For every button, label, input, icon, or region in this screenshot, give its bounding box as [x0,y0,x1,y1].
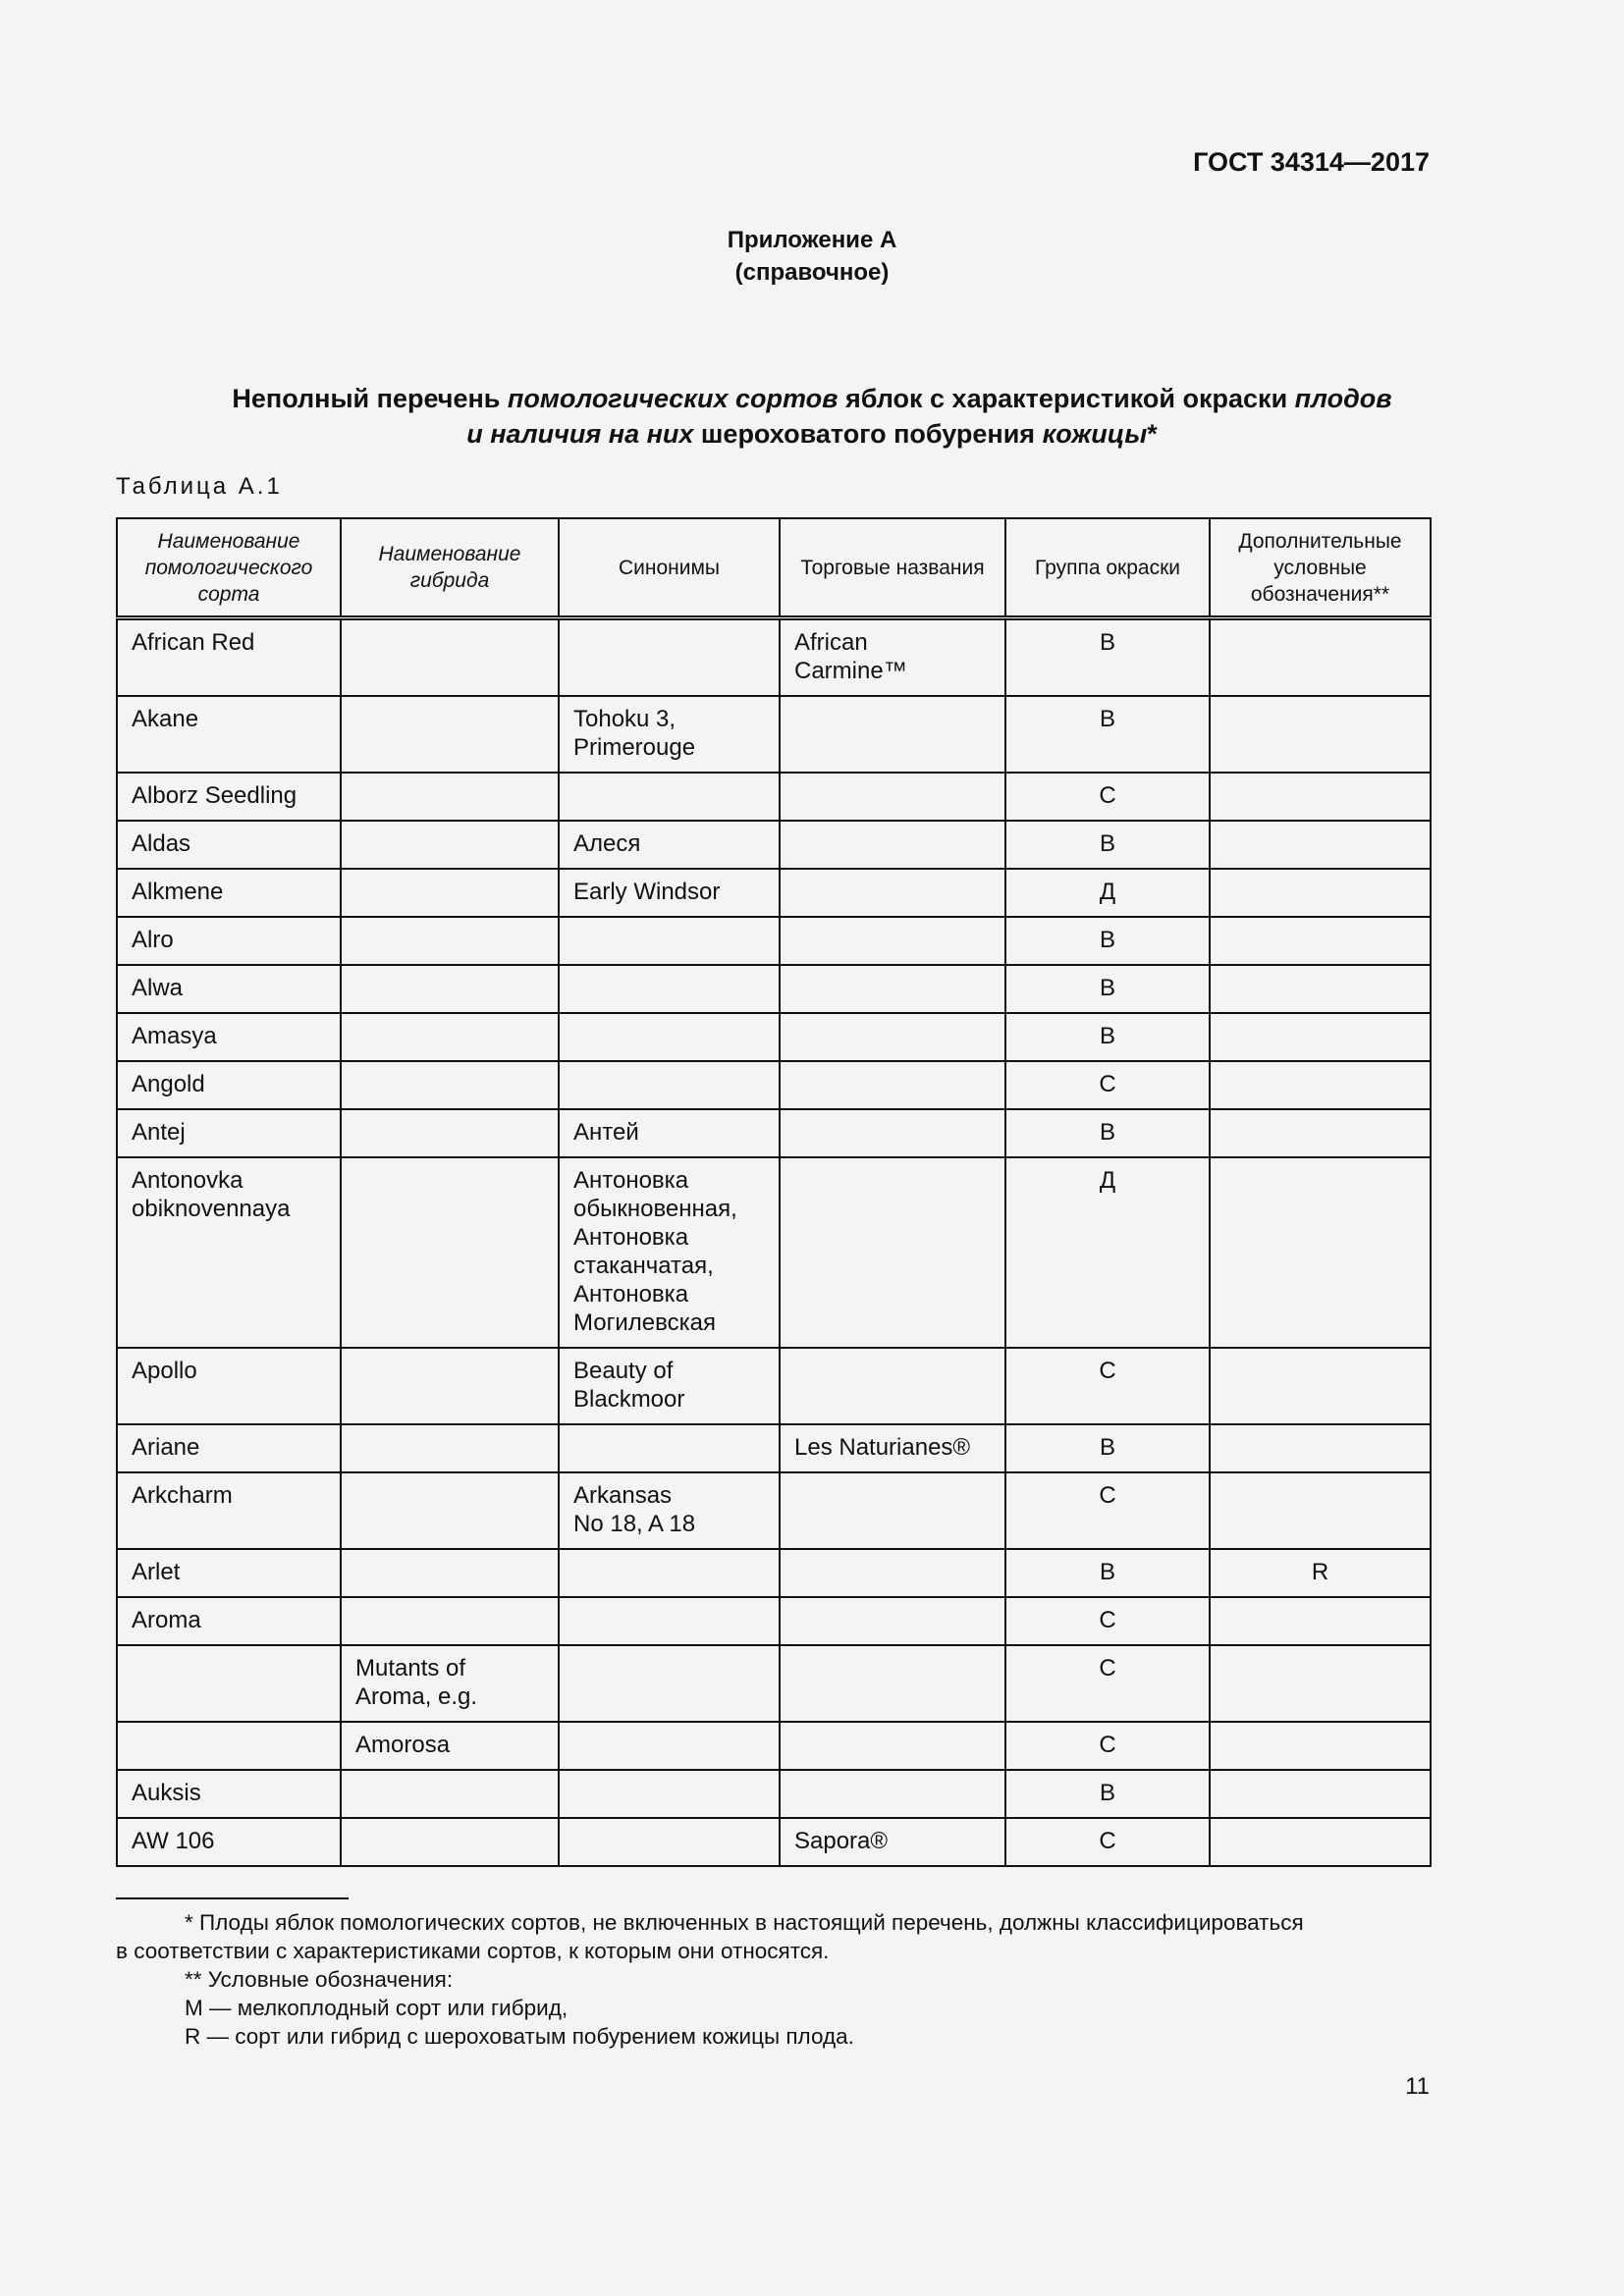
title-part: Неполный перечень [232,384,508,413]
cell-color-group: B [1005,821,1210,869]
cell-variety-name: Antonovka obiknovennaya [117,1157,341,1348]
cell-variety-name: Alwa [117,965,341,1013]
cell-trade-names [780,696,1005,773]
cell-additional-symbols [1210,965,1431,1013]
cell-color-group: C [1005,1061,1210,1109]
table-header-row [117,518,1431,618]
cell-trade-names [780,1157,1005,1348]
cell-hybrid-name [341,1818,559,1866]
cell-synonyms: Arkansas No 18, A 18 [559,1472,780,1549]
header-color-group: Группа окраски [1005,518,1210,618]
table-row [117,1348,1431,1424]
cell-color-group: C [1005,1818,1210,1866]
cell-additional-symbols [1210,1472,1431,1549]
table-row [117,773,1431,821]
cell-variety-name: Amasya [117,1013,341,1061]
footnote-1: * Плоды яблок помологических сортов, не включенных в настоящий перечень, должны классифицироваться [185,1910,1304,1935]
cell-variety-name: Arlet [117,1549,341,1597]
cell-hybrid-name [341,1597,559,1645]
cell-color-group: B [1005,1549,1210,1597]
cell-trade-names [780,1549,1005,1597]
cell-additional-symbols [1210,618,1431,697]
cell-trade-names [780,1597,1005,1645]
varieties-table [116,517,1432,1867]
cell-color-group: C [1005,1348,1210,1424]
cell-additional-symbols [1210,1722,1431,1770]
cell-variety-name [117,1722,341,1770]
table-label: Таблица А.1 [116,473,283,500]
annex-title: Приложение А [727,227,897,253]
cell-color-group: C [1005,773,1210,821]
legend-r: R — сорт или гибрид с шероховатым побурением кожицы плода. [185,2024,854,2049]
table-row [117,1013,1431,1061]
cell-hybrid-name [341,618,559,697]
table-row [117,1472,1431,1549]
cell-trade-names: Sapora® [780,1818,1005,1866]
cell-variety-name: Angold [117,1061,341,1109]
cell-synonyms [559,1013,780,1061]
cell-color-group: C [1005,1645,1210,1722]
header-trade-names: Торговые названия [780,518,1005,618]
cell-variety-name: Arkcharm [117,1472,341,1549]
cell-synonyms [559,1061,780,1109]
table-row [117,1109,1431,1157]
annex-heading [0,224,1624,289]
cell-additional-symbols [1210,1109,1431,1157]
table-row [117,1549,1431,1597]
cell-synonyms: Алеся [559,821,780,869]
cell-additional-symbols [1210,1348,1431,1424]
table-row [117,1770,1431,1818]
cell-additional-symbols [1210,1013,1431,1061]
cell-variety-name: Aroma [117,1597,341,1645]
cell-additional-symbols [1210,696,1431,773]
cell-hybrid-name [341,1348,559,1424]
cell-hybrid-name [341,965,559,1013]
cell-additional-symbols [1210,773,1431,821]
table-row [117,869,1431,917]
cell-trade-names [780,1061,1005,1109]
cell-color-group: Д [1005,1157,1210,1348]
cell-color-group: B [1005,965,1210,1013]
cell-hybrid-name [341,917,559,965]
cell-color-group: B [1005,696,1210,773]
cell-color-group: C [1005,1722,1210,1770]
table-row [117,1424,1431,1472]
cell-additional-symbols [1210,917,1431,965]
cell-color-group: B [1005,618,1210,697]
cell-synonyms [559,1818,780,1866]
cell-synonyms [559,1424,780,1472]
page-number: 11 [1405,2073,1430,2100]
cell-synonyms: Beauty of Blackmoor [559,1348,780,1424]
table-row [117,1061,1431,1109]
header-variety-name: Наименование помологического сорта [117,518,341,618]
title-part: * [1147,419,1158,449]
cell-variety-name: Alkmene [117,869,341,917]
cell-trade-names [780,773,1005,821]
cell-hybrid-name [341,869,559,917]
table-row [117,1818,1431,1866]
footnote-1-continuation: в соответствии с характеристиками сортов, к которым они относятся. [116,1939,830,1963]
cell-trade-names [780,1645,1005,1722]
cell-additional-symbols [1210,1597,1431,1645]
title-part: и наличия на них [466,419,694,449]
cell-color-group: B [1005,1424,1210,1472]
cell-hybrid-name [341,1157,559,1348]
table-row [117,1157,1431,1348]
cell-hybrid-name [341,1013,559,1061]
cell-synonyms [559,773,780,821]
title-part: шероховатого побурения [693,419,1043,449]
cell-color-group: B [1005,1013,1210,1061]
table-row [117,696,1431,773]
table-row [117,965,1431,1013]
annex-subtitle: (справочное) [734,259,890,286]
cell-additional-symbols: R [1210,1549,1431,1597]
cell-trade-names [780,917,1005,965]
table-row [117,821,1431,869]
cell-trade-names [780,1722,1005,1770]
cell-hybrid-name: Mutants of Aroma, e.g. [341,1645,559,1722]
cell-hybrid-name: Amorosa [341,1722,559,1770]
cell-hybrid-name [341,1472,559,1549]
cell-variety-name: Alro [117,917,341,965]
legend-m: М — мелкоплодный сорт или гибрид, [185,1996,568,2020]
cell-color-group: B [1005,917,1210,965]
table-row [117,1722,1431,1770]
cell-synonyms [559,1597,780,1645]
cell-variety-name: AW 106 [117,1818,341,1866]
cell-trade-names [780,965,1005,1013]
cell-hybrid-name [341,1109,559,1157]
cell-variety-name: African Red [117,618,341,697]
cell-color-group: B [1005,1109,1210,1157]
title-part: кожицы [1042,419,1148,449]
cell-additional-symbols [1210,1818,1431,1866]
cell-trade-names [780,1472,1005,1549]
table-row [117,1645,1431,1722]
table-row [117,917,1431,965]
document-title [118,381,1506,452]
cell-synonyms [559,965,780,1013]
cell-trade-names [780,1348,1005,1424]
footnotes [116,1908,1432,2051]
cell-synonyms [559,1645,780,1722]
table-row [117,1597,1431,1645]
cell-color-group: C [1005,1472,1210,1549]
header-hybrid-name: Наименование гибрида [341,518,559,618]
cell-hybrid-name [341,773,559,821]
cell-color-group: B [1005,1770,1210,1818]
cell-hybrid-name [341,696,559,773]
cell-additional-symbols [1210,869,1431,917]
title-part: помологических сортов [507,384,839,413]
cell-trade-names [780,1013,1005,1061]
footnote-2: ** Условные обозначения: [185,1967,454,1992]
cell-hybrid-name [341,1424,559,1472]
cell-trade-names [780,1109,1005,1157]
cell-color-group: Д [1005,869,1210,917]
cell-variety-name: Antej [117,1109,341,1157]
cell-hybrid-name [341,1061,559,1109]
cell-synonyms: Early Windsor [559,869,780,917]
cell-hybrid-name [341,1770,559,1818]
cell-variety-name: Apollo [117,1348,341,1424]
cell-color-group: C [1005,1597,1210,1645]
cell-trade-names [780,821,1005,869]
cell-additional-symbols [1210,821,1431,869]
header-additional-symbols: Дополнительные условные обозначения** [1210,518,1431,618]
cell-additional-symbols [1210,1157,1431,1348]
footnote-divider [116,1897,349,1899]
cell-additional-symbols [1210,1424,1431,1472]
cell-synonyms: Антоновка обыкновенная, Антоновка стаканчатая, Антоновка Могилевская [559,1157,780,1348]
cell-additional-symbols [1210,1645,1431,1722]
standard-code: ГОСТ 34314—2017 [1193,147,1430,177]
cell-trade-names [780,869,1005,917]
cell-hybrid-name [341,1549,559,1597]
cell-trade-names: African Carmine™ [780,618,1005,697]
cell-synonyms [559,618,780,697]
title-part: плодов [1294,384,1392,413]
cell-additional-symbols [1210,1061,1431,1109]
cell-additional-symbols [1210,1770,1431,1818]
cell-synonyms [559,1549,780,1597]
table-row [117,618,1431,697]
cell-variety-name [117,1645,341,1722]
cell-hybrid-name [341,821,559,869]
cell-trade-names [780,1770,1005,1818]
cell-synonyms: Антей [559,1109,780,1157]
cell-variety-name: Ariane [117,1424,341,1472]
cell-variety-name: Aldas [117,821,341,869]
table-body [117,618,1431,1867]
title-part: яблок с характеристикой окраски [838,384,1295,413]
cell-synonyms: Tohoku 3, Primerouge [559,696,780,773]
cell-synonyms [559,1722,780,1770]
cell-variety-name: Alborz Seedling [117,773,341,821]
cell-synonyms [559,1770,780,1818]
cell-synonyms [559,917,780,965]
header-synonyms: Синонимы [559,518,780,618]
cell-variety-name: Akane [117,696,341,773]
cell-variety-name: Auksis [117,1770,341,1818]
cell-trade-names: Les Naturianes® [780,1424,1005,1472]
